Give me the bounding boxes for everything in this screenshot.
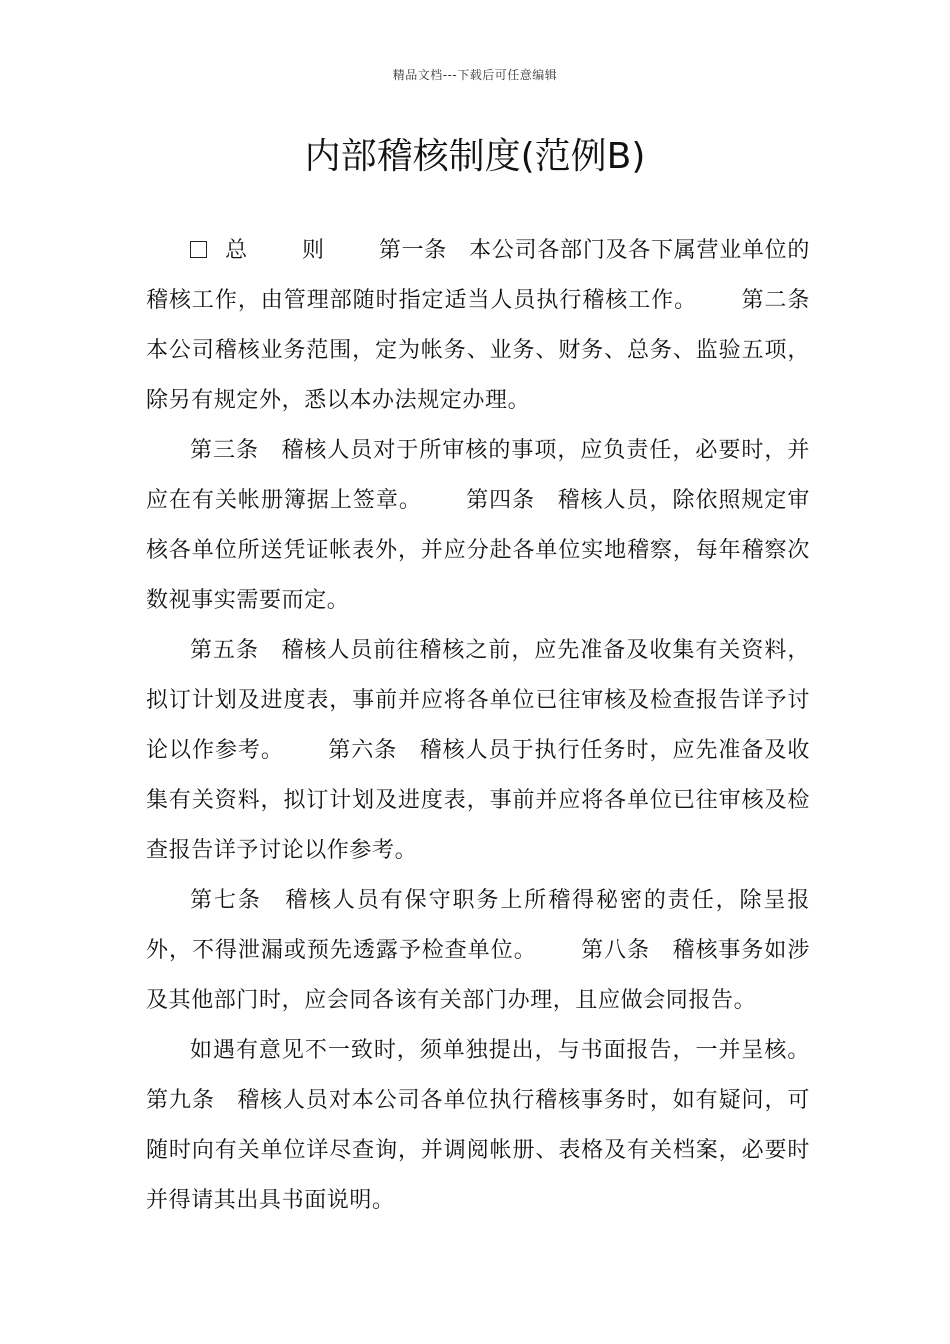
paragraph-4 — [146, 876, 810, 1026]
paragraph-5 — [146, 1026, 810, 1226]
article-6-text: 稽核人员于执行任务时，应先准备及收集有关资料，拟订计划及进度表，事前并应将各单位已往审核及检查报告详予讨论以作参考。 — [146, 738, 810, 863]
article-7-text: 稽核人员有保守职务上所稽得秘密的责任，除呈报外，不得泄漏或预先透露予检查单位。 — [146, 888, 810, 963]
paragraph-3 — [146, 626, 810, 876]
section-char-zong: 总 — [225, 238, 248, 263]
article-6-label: 第六条 — [327, 738, 398, 763]
document-body — [146, 226, 810, 1226]
article-2-text: 本公司稽核业务范围，定为帐务、业务、财务、总务、监验五项，除另有规定外，悉以本办法规定办理。 — [146, 338, 810, 413]
section-char-ze: 则 — [301, 238, 325, 263]
article-7-label: 第七条 — [190, 888, 262, 913]
article-3-label: 第三条 — [190, 438, 259, 463]
header-note: 精品文档---下载后可任意编辑 — [392, 68, 558, 82]
paragraph-1 — [146, 226, 810, 426]
article-1-label: 第一条 — [378, 238, 448, 263]
article-5-label: 第五条 — [190, 638, 259, 663]
checkbox-icon — [190, 241, 207, 258]
article-9-text: 稽核人员对本公司各单位执行稽核事务时，如有疑问，可随时向有关单位详尽查询，并调阅帐册、表格及有关档案，必要时并得请其出具书面说明。 — [146, 1088, 810, 1213]
article-9-label: 第九条 — [146, 1088, 215, 1113]
article-2-label: 第二条 — [741, 288, 810, 313]
article-5-text: 稽核人员前往稽核之前，应先准备及收集有关资料，拟订计划及进度表，事前并应将各单位已往审核及检查报告详予讨论以作参考。 — [146, 638, 810, 763]
paragraph-2 — [146, 426, 810, 626]
article-8-label: 第八条 — [580, 938, 651, 963]
document-title: 内部稽核制度(范例B) — [304, 136, 646, 177]
article-4-text: 稽核人员，除依照规定审核各单位所送凭证帐表外，并应分赴各单位实地稽察，每年稽察次数视事实需要而定。 — [146, 488, 810, 613]
article-1-text: 本公司各部门及各下属营业单位的稽核工作，由管理部随时指定适当人员执行稽核工作。 — [146, 238, 810, 313]
article-8-continuation: 如遇有意见不一致时，须单独提出，与书面报告，一并呈核。 — [190, 1038, 810, 1063]
article-4-label: 第四条 — [465, 488, 536, 513]
article-8-text: 稽核事务如涉及其他部门时，应会同各该有关部门办理，且应做会同报告。 — [146, 938, 810, 1013]
article-3-text: 稽核人员对于所审核的事项，应负责任，必要时，并应在有关帐册簿据上签章。 — [146, 438, 810, 513]
